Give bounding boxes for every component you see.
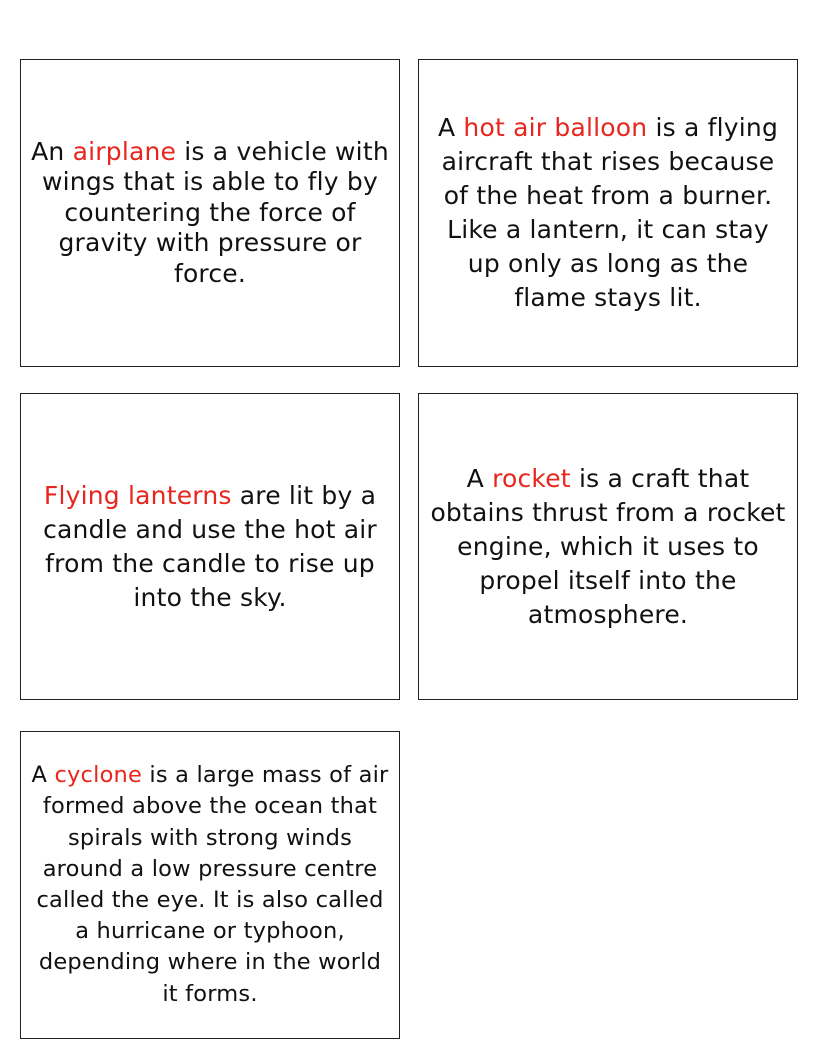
card-text-before: A (437, 113, 464, 142)
card-flying-lanterns (20, 393, 400, 700)
card-text-before: A (31, 762, 55, 789)
term-rocket: rocket (492, 463, 571, 493)
card-rocket (418, 393, 798, 700)
card-text (31, 479, 389, 615)
card-text (429, 462, 787, 632)
card-text-after: is a large mass of air formed above the ocean that spirals with strong winds around a low pressure centre called the eye. It is also called a hurricane or typhoon, depending where in the world it forms. (36, 762, 389, 1007)
card-cyclone (20, 731, 400, 1039)
card-text-before: An (31, 136, 73, 166)
term-flying-lanterns: Flying lanterns (43, 480, 232, 510)
term-cyclone: cyclone (54, 762, 143, 789)
card-text (31, 760, 389, 1010)
term-airplane: airplane (72, 136, 177, 166)
card-text-after: is a flying aircraft that rises because of the heat from a burner. Like a lantern, it can stay up only as long as the flame stays lit. (441, 113, 779, 312)
card-text-after: are lit by a candle and use the hot air from the candle to rise up into the sky. (43, 480, 377, 612)
card-airplane (20, 59, 400, 367)
card-text (429, 111, 787, 315)
card-text-after: is a vehicle with wings that is able to fly by countering the force of gravity with pressure or force. (42, 136, 389, 288)
card-hot-air-balloon (418, 59, 798, 367)
card-text (31, 137, 389, 290)
term-hot-air-balloon: hot air balloon (463, 113, 648, 142)
card-text-after: is a craft that obtains thrust from a rocket engine, which it uses to propel itself into the atmosphere. (430, 463, 786, 629)
card-text-before: A (466, 463, 493, 493)
